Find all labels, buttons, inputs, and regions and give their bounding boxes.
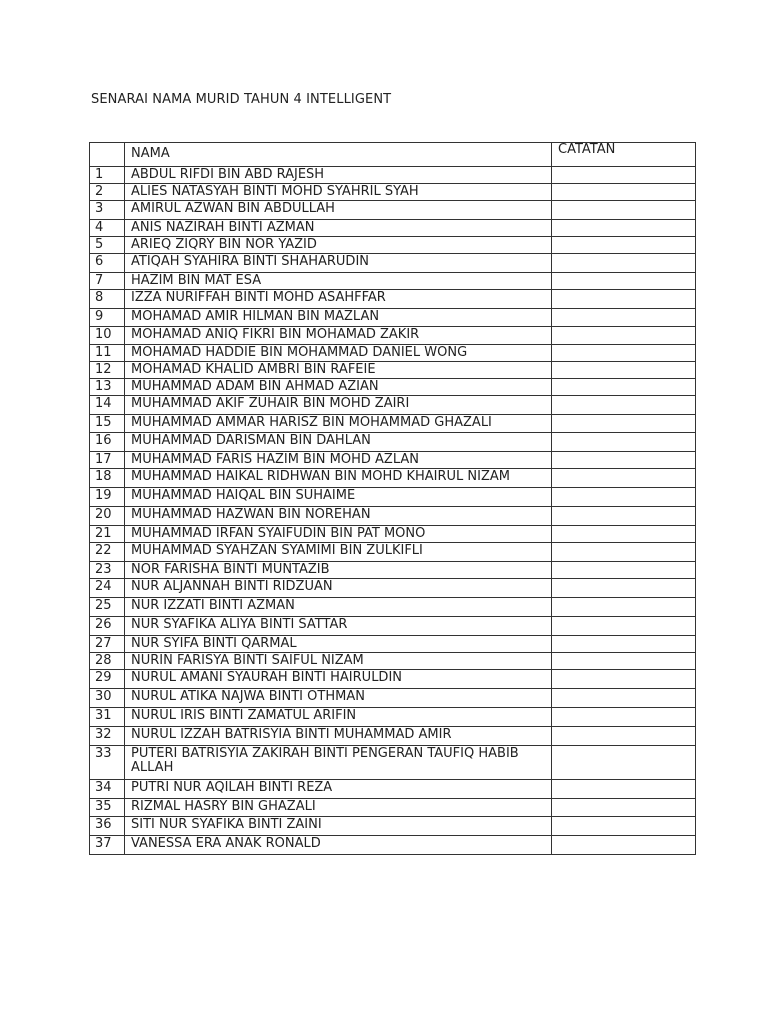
student-name: ABDUL RIFDI BIN ABD RAJESH — [125, 167, 552, 184]
notes-cell — [552, 746, 696, 780]
row-number: 25 — [90, 598, 125, 617]
table-row — [90, 254, 696, 273]
row-number: 30 — [90, 689, 125, 708]
table-row — [90, 579, 696, 598]
notes-cell — [552, 526, 696, 543]
notes-cell — [552, 817, 696, 836]
notes-cell — [552, 452, 696, 469]
notes-cell — [552, 433, 696, 452]
notes-cell — [552, 290, 696, 309]
table-body — [90, 167, 696, 855]
row-number: 32 — [90, 727, 125, 746]
student-name: AMIRUL AZWAN BIN ABDULLAH — [125, 201, 552, 220]
table-row — [90, 220, 696, 237]
student-name: RIZMAL HASRY BIN GHAZALI — [125, 799, 552, 817]
table-row — [90, 345, 696, 362]
notes-cell — [552, 396, 696, 415]
notes-cell — [552, 543, 696, 562]
student-name: MUHAMMAD HAIQAL BIN SUHAIME — [125, 488, 552, 507]
table-row — [90, 780, 696, 799]
student-name: ANIS NAZIRAH BINTI AZMAN — [125, 220, 552, 237]
notes-cell — [552, 309, 696, 327]
table-row — [90, 562, 696, 579]
notes-cell — [552, 617, 696, 636]
notes-cell — [552, 689, 696, 708]
student-name: NURUL ATIKA NAJWA BINTI OTHMAN — [125, 689, 552, 708]
student-name: ATIQAH SYAHIRA BINTI SHAHARUDIN — [125, 254, 552, 273]
table-row — [90, 488, 696, 507]
student-name: MUHAMMAD FARIS HAZIM BIN MOHD AZLAN — [125, 452, 552, 469]
notes-cell — [552, 220, 696, 237]
row-number: 1 — [90, 167, 125, 184]
row-number: 28 — [90, 653, 125, 670]
table-row — [90, 727, 696, 746]
row-number: 20 — [90, 507, 125, 526]
student-name: MUHAMMAD HAIKAL RIDHWAN BIN MOHD KHAIRUL NIZAM — [125, 469, 552, 488]
table-row — [90, 452, 696, 469]
notes-cell — [552, 799, 696, 817]
student-name: NURUL IRIS BINTI ZAMATUL ARIFIN — [125, 708, 552, 727]
table-row — [90, 309, 696, 327]
notes-cell — [552, 653, 696, 670]
row-number: 4 — [90, 220, 125, 237]
row-number: 19 — [90, 488, 125, 507]
student-name: MOHAMAD KHALID AMBRI BIN RAFEIE — [125, 362, 552, 379]
table-row — [90, 836, 696, 855]
student-name: MUHAMMAD DARISMAN BIN DAHLAN — [125, 433, 552, 452]
table-row — [90, 273, 696, 290]
table-row — [90, 689, 696, 708]
notes-cell — [552, 469, 696, 488]
notes-cell — [552, 636, 696, 653]
notes-cell — [552, 184, 696, 201]
student-name: NOR FARISHA BINTI MUNTAZIB — [125, 562, 552, 579]
student-name: HAZIM BIN MAT ESA — [125, 273, 552, 290]
notes-cell — [552, 727, 696, 746]
notes-cell — [552, 670, 696, 689]
table-header-row — [90, 143, 696, 167]
notes-cell — [552, 345, 696, 362]
student-name: MOHAMAD AMIR HILMAN BIN MAZLAN — [125, 309, 552, 327]
table-row — [90, 362, 696, 379]
row-number: 21 — [90, 526, 125, 543]
student-name: IZZA NURIFFAH BINTI MOHD ASAHFFAR — [125, 290, 552, 309]
notes-cell — [552, 507, 696, 526]
row-number: 3 — [90, 201, 125, 220]
table-row — [90, 746, 696, 780]
row-number: 36 — [90, 817, 125, 836]
table-row — [90, 543, 696, 562]
row-number: 5 — [90, 237, 125, 254]
row-number: 34 — [90, 780, 125, 799]
student-name: MUHAMMAD AKIF ZUHAIR BIN MOHD ZAIRI — [125, 396, 552, 415]
student-name: NURUL IZZAH BATRISYIA BINTI MUHAMMAD AMIR — [125, 727, 552, 746]
row-number: 29 — [90, 670, 125, 689]
row-number: 14 — [90, 396, 125, 415]
column-header-name: NAMA — [125, 143, 552, 167]
student-name: MUHAMMAD HAZWAN BIN NOREHAN — [125, 507, 552, 526]
row-number: 7 — [90, 273, 125, 290]
table-row — [90, 708, 696, 727]
table-row — [90, 184, 696, 201]
page-title: SENARAI NAMA MURID TAHUN 4 INTELLIGENT — [91, 92, 392, 107]
table-row — [90, 507, 696, 526]
table-row — [90, 327, 696, 345]
table-row — [90, 433, 696, 452]
row-number: 8 — [90, 290, 125, 309]
column-header-notes: CATATAN — [552, 143, 696, 167]
notes-cell — [552, 562, 696, 579]
table-row — [90, 653, 696, 670]
student-list-table — [89, 142, 696, 855]
row-number: 17 — [90, 452, 125, 469]
row-number: 9 — [90, 309, 125, 327]
notes-cell — [552, 254, 696, 273]
notes-cell — [552, 836, 696, 855]
row-number: 33 — [90, 746, 125, 780]
notes-cell — [552, 598, 696, 617]
row-number: 6 — [90, 254, 125, 273]
notes-cell — [552, 780, 696, 799]
row-number: 22 — [90, 543, 125, 562]
notes-cell — [552, 362, 696, 379]
row-number: 18 — [90, 469, 125, 488]
student-name: NUR ALJANNAH BINTI RIDZUAN — [125, 579, 552, 598]
student-name: MUHAMMAD AMMAR HARISZ BIN MOHAMMAD GHAZALI — [125, 415, 552, 433]
table-row — [90, 415, 696, 433]
student-name: MUHAMMAD IRFAN SYAIFUDIN BIN PAT MONO — [125, 526, 552, 543]
row-number: 31 — [90, 708, 125, 727]
row-number: 12 — [90, 362, 125, 379]
table-row — [90, 167, 696, 184]
table-row — [90, 799, 696, 817]
notes-cell — [552, 415, 696, 433]
notes-cell — [552, 327, 696, 345]
row-number: 16 — [90, 433, 125, 452]
student-name: NURUL AMANI SYAURAH BINTI HAIRULDIN — [125, 670, 552, 689]
row-number: 35 — [90, 799, 125, 817]
row-number: 2 — [90, 184, 125, 201]
student-name: MOHAMAD ANIQ FIKRI BIN MOHAMAD ZAKIR — [125, 327, 552, 345]
row-number: 24 — [90, 579, 125, 598]
table-row — [90, 817, 696, 836]
student-name: VANESSA ERA ANAK RONALD — [125, 836, 552, 855]
student-name: PUTRI NUR AQILAH BINTI REZA — [125, 780, 552, 799]
row-number: 37 — [90, 836, 125, 855]
table-row — [90, 379, 696, 396]
student-name: MUHAMMAD SYAHZAN SYAMIMI BIN ZULKIFLI — [125, 543, 552, 562]
row-number: 26 — [90, 617, 125, 636]
column-header-number — [90, 143, 125, 167]
student-name: NURIN FARISYA BINTI SAIFUL NIZAM — [125, 653, 552, 670]
notes-cell — [552, 488, 696, 507]
student-name: ARIEQ ZIQRY BIN NOR YAZID — [125, 237, 552, 254]
table-row — [90, 201, 696, 220]
table-row — [90, 670, 696, 689]
student-name: MOHAMAD HADDIE BIN MOHAMMAD DANIEL WONG — [125, 345, 552, 362]
notes-cell — [552, 167, 696, 184]
notes-cell — [552, 273, 696, 290]
table-row — [90, 396, 696, 415]
student-name: NUR SYAFIKA ALIYA BINTI SATTAR — [125, 617, 552, 636]
row-number: 11 — [90, 345, 125, 362]
table-row — [90, 237, 696, 254]
table-row — [90, 469, 696, 488]
table-row — [90, 617, 696, 636]
notes-cell — [552, 237, 696, 254]
table-row — [90, 526, 696, 543]
row-number: 27 — [90, 636, 125, 653]
notes-cell — [552, 579, 696, 598]
notes-cell — [552, 201, 696, 220]
student-name: NUR SYIFA BINTI QARMAL — [125, 636, 552, 653]
student-name: PUTERI BATRISYIA ZAKIRAH BINTI PENGERAN TAUFIQ HABIB ALLAH — [125, 746, 552, 780]
student-name: SITI NUR SYAFIKA BINTI ZAINI — [125, 817, 552, 836]
notes-cell — [552, 708, 696, 727]
row-number: 10 — [90, 327, 125, 345]
table-row — [90, 290, 696, 309]
table-row — [90, 598, 696, 617]
row-number: 15 — [90, 415, 125, 433]
row-number: 23 — [90, 562, 125, 579]
table-row — [90, 636, 696, 653]
row-number: 13 — [90, 379, 125, 396]
student-name: NUR IZZATI BINTI AZMAN — [125, 598, 552, 617]
student-name: ALIES NATASYAH BINTI MOHD SYAHRIL SYAH — [125, 184, 552, 201]
student-name: MUHAMMAD ADAM BIN AHMAD AZIAN — [125, 379, 552, 396]
notes-cell — [552, 379, 696, 396]
